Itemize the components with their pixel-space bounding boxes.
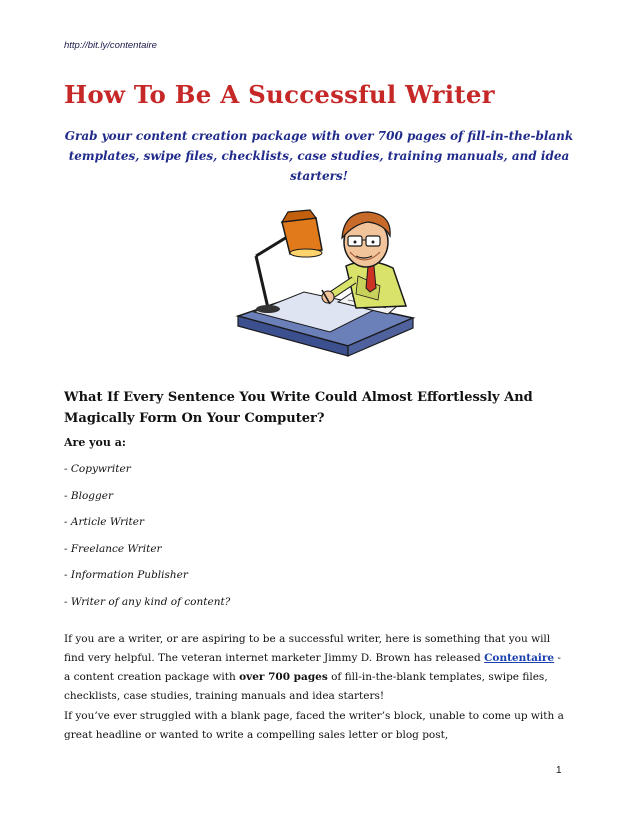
subtitle: Grab your content creation package with over 700 pages of fill-in-the-blank templates, swipe files, checklists, case studies, training manuals, and idea starters! xyxy=(64,129,574,183)
contentaire-link[interactable]: Contentaire xyxy=(484,652,555,664)
list-item: - Information Publisher xyxy=(64,569,188,581)
struggle-paragraph: If you’ve ever struggled with a blank page, faced the writer’s block, unable to come up with a great headline or wanted to write a compelling sales letter or blog post, xyxy=(64,710,564,741)
page-number: 1 xyxy=(556,765,562,776)
list-item: - Blogger xyxy=(64,489,113,502)
page-count-highlight: over 700 pages xyxy=(239,671,328,683)
intro-text-end: of fill-in-the-blank templates, swipe files, checklists, case studies, training manuals and idea starters! xyxy=(64,671,548,702)
section-heading: What If Every Sentence You Write Could Almost Effortlessly And Magically Form On Your Computer? xyxy=(64,390,533,426)
page-title: How To Be A Successful Writer xyxy=(64,80,495,109)
header-url[interactable]: http://bit.ly/contentaire xyxy=(64,40,157,51)
list-item: - Article Writer xyxy=(64,516,145,528)
list-item: - Copywriter xyxy=(64,463,131,475)
writer-roles-list xyxy=(64,462,230,621)
list-item: - Freelance Writer xyxy=(64,542,162,555)
question-label: Are you a: xyxy=(64,436,126,449)
list-item: - Writer of any kind of content? xyxy=(64,595,231,608)
writer-at-desk-illustration xyxy=(218,196,418,364)
intro-paragraph xyxy=(64,630,564,706)
intro-text: If you are a writer, or are aspiring to be a successful writer, here is something that you will find very helpful. The veteran internet marketer Jimmy D. Brown has released xyxy=(64,633,551,664)
intro-text-middle: - a content creation package with xyxy=(64,652,561,683)
